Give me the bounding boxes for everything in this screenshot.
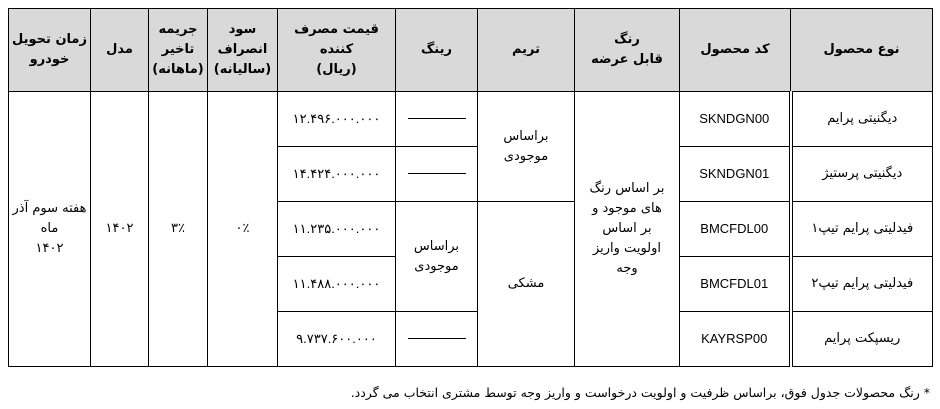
header-profit: سود انصراف (سالیانه): [208, 9, 278, 92]
color-cell: بر اساس رنگ های موجود و بر اساس اولویت واریز وجه: [575, 92, 680, 367]
header-color: رنگ قابل عرضه: [575, 9, 680, 92]
product-type-cell: فیدلیتی پرایم تیپ۲: [791, 257, 933, 312]
product-code-cell: SKNDGN01: [680, 147, 791, 202]
penalty-cell: ۳٪: [149, 92, 208, 367]
header-trim: تریم: [478, 9, 575, 92]
dash-line: [408, 173, 466, 174]
dash-line: [408, 118, 466, 119]
delivery-cell: هفته سوم آذر ماه ۱۴۰۲: [9, 92, 91, 367]
price-cell: ۱۴.۴۲۴.۰۰۰.۰۰۰: [278, 147, 396, 202]
trim-cell: براساس موجودی: [478, 92, 575, 202]
price-cell: ۹.۷۳۷.۶۰۰.۰۰۰: [278, 312, 396, 367]
price-cell: ۱۱.۲۳۵.۰۰۰.۰۰۰: [278, 202, 396, 257]
table-row: [9, 92, 933, 147]
rim-cell: [396, 147, 478, 202]
profit-cell: ۰٪: [208, 92, 278, 367]
header-product-type: نوع محصول: [791, 9, 933, 92]
header-model: مدل: [91, 9, 149, 92]
product-code-cell: BMCFDL01: [680, 257, 791, 312]
product-type-cell: فیدلیتی پرایم تیپ۱: [791, 202, 933, 257]
product-type-cell: دیگنیتی پرایم: [791, 92, 933, 147]
vehicle-price-table: [8, 8, 933, 367]
dash-line: [408, 338, 466, 339]
rim-cell: براساس موجودی: [396, 202, 478, 312]
product-type-cell: دیگنیتی پرستیژ: [791, 147, 933, 202]
rim-cell: [396, 92, 478, 147]
header-penalty: جریمه تاخیر (ماهانه): [149, 9, 208, 92]
product-code-cell: KAYRSP00: [680, 312, 791, 367]
header-price: قیمت مصرف کننده (ریال): [278, 9, 396, 92]
header-rim: رینگ: [396, 9, 478, 92]
trim-cell: مشکی: [478, 202, 575, 367]
product-type-cell: ریسپکت پرایم: [791, 312, 933, 367]
footnote: * رنگ محصولات جدول فوق، براساس ظرفیت و اولویت درخواست و واریز وجه توسط مشتری انتخاب می گردد.: [350, 385, 930, 400]
product-code-cell: SKNDGN00: [680, 92, 791, 147]
header-row: [9, 9, 933, 92]
model-cell: ۱۴۰۲: [91, 92, 149, 367]
header-delivery: زمان تحویل خودرو: [9, 9, 91, 92]
product-code-cell: BMCFDL00: [680, 202, 791, 257]
price-cell: ۱۲.۴۹۶.۰۰۰.۰۰۰: [278, 92, 396, 147]
header-product-code: کد محصول: [680, 9, 791, 92]
rim-cell: [396, 312, 478, 367]
price-cell: ۱۱.۴۸۸.۰۰۰.۰۰۰: [278, 257, 396, 312]
